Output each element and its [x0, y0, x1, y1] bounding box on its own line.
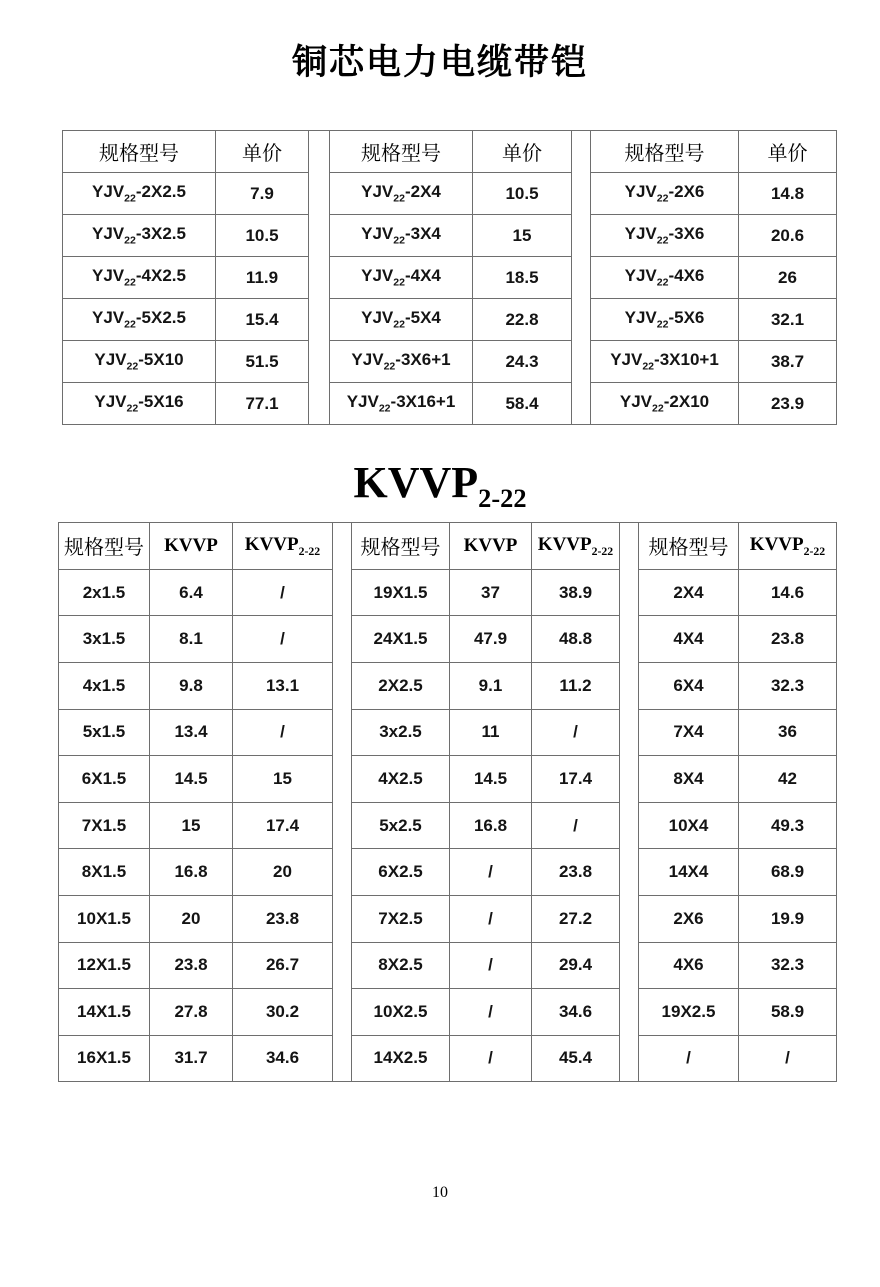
- price-cell: 23.8: [150, 942, 233, 989]
- column-header: 规格型号: [59, 523, 150, 570]
- spec-cell: $YJV_{22}-3X2.5$: [63, 215, 216, 257]
- price-cell: 15: [473, 215, 572, 257]
- price-cell: 77.1: [216, 383, 309, 425]
- table-row: [330, 257, 572, 299]
- price-cell: 27.8: [150, 989, 233, 1036]
- price-cell: 13.1: [233, 662, 333, 709]
- table-row: [591, 215, 837, 257]
- spec-cell: 7X1.5: [59, 802, 150, 849]
- spec-cell: 7X4: [639, 709, 739, 756]
- price-cell: 16.8: [150, 849, 233, 896]
- spec-cell: $YJV_{22}-4X2.5$: [63, 257, 216, 299]
- price-cell: 13.4: [150, 709, 233, 756]
- table-row: [330, 215, 572, 257]
- price-cell: 9.1: [450, 662, 532, 709]
- spec-cell: $YJV_{22}-5X16$: [63, 383, 216, 425]
- table-row: [59, 709, 333, 756]
- table-row: [639, 895, 837, 942]
- price-cell: 10.5: [473, 173, 572, 215]
- spec-cell: $YJV_{22}-3X6+1$: [330, 341, 473, 383]
- price-cell: 20.6: [739, 215, 837, 257]
- table-row: [59, 616, 333, 663]
- spec-cell: 4X4: [639, 616, 739, 663]
- price-cell: 24.3: [473, 341, 572, 383]
- spec-cell: $YJV_{22}-3X6$: [591, 215, 739, 257]
- table-row: [639, 942, 837, 989]
- spec-cell: 5x1.5: [59, 709, 150, 756]
- price-cell: 17.4: [233, 802, 333, 849]
- price-cell: /: [450, 895, 532, 942]
- table-header-row: [352, 523, 620, 570]
- price-cell: 11.2: [532, 662, 620, 709]
- price-cell: 14.5: [450, 756, 532, 803]
- price-cell: /: [450, 849, 532, 896]
- kvvp-section-title: $KVVP_{2-22}$: [353, 458, 527, 513]
- table-row: [330, 173, 572, 215]
- price-cell: 10.5: [216, 215, 309, 257]
- table-row: [352, 849, 620, 896]
- table-gap-column: [309, 130, 329, 425]
- table-row: [352, 569, 620, 616]
- spec-cell: $YJV_{22}-4X4$: [330, 257, 473, 299]
- table-row: [639, 989, 837, 1036]
- table-gap-column: [620, 522, 638, 1082]
- price-cell: 11.9: [216, 257, 309, 299]
- price-cell: 48.8: [532, 616, 620, 663]
- price-cell: 7.9: [216, 173, 309, 215]
- table-row: [639, 1035, 837, 1082]
- spec-cell: 3x2.5: [352, 709, 450, 756]
- price-cell: 19.9: [739, 895, 837, 942]
- table-row: [63, 383, 309, 425]
- price-cell: 58.4: [473, 383, 572, 425]
- price-cell: 23.8: [739, 616, 837, 663]
- price-cell: 47.9: [450, 616, 532, 663]
- table-row: [352, 942, 620, 989]
- spec-cell: 12X1.5: [59, 942, 150, 989]
- table-row: [639, 756, 837, 803]
- price-cell: 15: [233, 756, 333, 803]
- column-header: KVVP: [450, 523, 532, 570]
- column-header: 规格型号: [639, 523, 739, 570]
- spec-cell: 14X2.5: [352, 1035, 450, 1082]
- spec-cell: 6X1.5: [59, 756, 150, 803]
- table-row: [59, 1035, 333, 1082]
- price-table: [329, 130, 572, 425]
- table-row: [352, 756, 620, 803]
- spec-cell: 2X2.5: [352, 662, 450, 709]
- table-row: [352, 989, 620, 1036]
- price-table: [351, 522, 620, 1082]
- table-row: [591, 257, 837, 299]
- table-row: [330, 341, 572, 383]
- spec-cell: $YJV_{22}-2X4$: [330, 173, 473, 215]
- spec-cell: $YJV_{22}-3X16+1$: [330, 383, 473, 425]
- table-row: [63, 341, 309, 383]
- column-header: 单价: [216, 131, 309, 173]
- column-header: $KVVP_{2-22}$: [532, 523, 620, 570]
- column-header: 单价: [739, 131, 837, 173]
- spec-cell: 14X4: [639, 849, 739, 896]
- table-row: [639, 616, 837, 663]
- price-cell: 15.4: [216, 299, 309, 341]
- price-cell: 58.9: [739, 989, 837, 1036]
- spec-cell: 5x2.5: [352, 802, 450, 849]
- table-row: [59, 569, 333, 616]
- price-cell: 37: [450, 569, 532, 616]
- armored-cable-price-tables: [62, 130, 838, 425]
- price-cell: 32.3: [739, 942, 837, 989]
- table-row: [639, 849, 837, 896]
- spec-cell: 3x1.5: [59, 616, 150, 663]
- table-row: [352, 895, 620, 942]
- price-cell: 9.8: [150, 662, 233, 709]
- column-header: 规格型号: [63, 131, 216, 173]
- spec-cell: $YJV_{22}-5X4$: [330, 299, 473, 341]
- spec-cell: 2X4: [639, 569, 739, 616]
- price-cell: 68.9: [739, 849, 837, 896]
- price-cell: /: [450, 989, 532, 1036]
- price-cell: 6.4: [150, 569, 233, 616]
- spec-cell: 10X4: [639, 802, 739, 849]
- table-row: [639, 569, 837, 616]
- table-row: [639, 802, 837, 849]
- price-cell: 14.8: [739, 173, 837, 215]
- table-row: [59, 942, 333, 989]
- spec-cell: $YJV_{22}-5X2.5$: [63, 299, 216, 341]
- column-header: 规格型号: [591, 131, 739, 173]
- price-cell: 22.8: [473, 299, 572, 341]
- price-cell: 20: [150, 895, 233, 942]
- spec-cell: 19X1.5: [352, 569, 450, 616]
- spec-cell: 2X6: [639, 895, 739, 942]
- price-cell: 23.8: [532, 849, 620, 896]
- price-cell: 27.2: [532, 895, 620, 942]
- price-cell: 18.5: [473, 257, 572, 299]
- price-cell: /: [233, 569, 333, 616]
- table-row: [63, 299, 309, 341]
- kvvp-price-tables: [58, 522, 838, 1082]
- column-header: $KVVP_{2-22}$: [233, 523, 333, 570]
- table-row: [59, 662, 333, 709]
- spec-cell: 24X1.5: [352, 616, 450, 663]
- table-row: [63, 257, 309, 299]
- price-cell: /: [450, 1035, 532, 1082]
- spec-cell: $YJV_{22}-2X10$: [591, 383, 739, 425]
- table-row: [639, 662, 837, 709]
- price-cell: /: [532, 802, 620, 849]
- price-cell: /: [233, 616, 333, 663]
- spec-cell: 19X2.5: [639, 989, 739, 1036]
- column-header: KVVP: [150, 523, 233, 570]
- column-header: 规格型号: [330, 131, 473, 173]
- table-row: [59, 756, 333, 803]
- price-cell: 45.4: [532, 1035, 620, 1082]
- table-row: [330, 383, 572, 425]
- column-header: 单价: [473, 131, 572, 173]
- price-cell: 26.7: [233, 942, 333, 989]
- price-cell: 36: [739, 709, 837, 756]
- spec-cell: 4X6: [639, 942, 739, 989]
- spec-cell: 8X4: [639, 756, 739, 803]
- table-gap-column: [572, 130, 590, 425]
- table-header-row: [591, 131, 837, 173]
- table-row: [591, 341, 837, 383]
- price-cell: 11: [450, 709, 532, 756]
- price-cell: 26: [739, 257, 837, 299]
- table-row: [352, 662, 620, 709]
- spec-cell: $YJV_{22}-3X4$: [330, 215, 473, 257]
- spec-cell: 7X2.5: [352, 895, 450, 942]
- price-cell: 15: [150, 802, 233, 849]
- price-cell: 17.4: [532, 756, 620, 803]
- price-cell: /: [450, 942, 532, 989]
- table-row: [59, 989, 333, 1036]
- price-cell: 42: [739, 756, 837, 803]
- price-cell: 29.4: [532, 942, 620, 989]
- price-cell: 34.6: [532, 989, 620, 1036]
- spec-cell: $YJV_{22}-4X6$: [591, 257, 739, 299]
- price-cell: 16.8: [450, 802, 532, 849]
- table-gap-column: [333, 522, 351, 1082]
- price-cell: 51.5: [216, 341, 309, 383]
- price-table: [638, 522, 837, 1082]
- table-row: [352, 1035, 620, 1082]
- table-row: [591, 299, 837, 341]
- price-cell: 32.1: [739, 299, 837, 341]
- spec-cell: 6X2.5: [352, 849, 450, 896]
- price-cell: 32.3: [739, 662, 837, 709]
- spec-cell: $YJV_{22}-2X2.5$: [63, 173, 216, 215]
- spec-cell: $YJV_{22}-3X10+1$: [591, 341, 739, 383]
- table-row: [59, 895, 333, 942]
- page-number: 10: [432, 1184, 448, 1201]
- spec-cell: 10X2.5: [352, 989, 450, 1036]
- table-row: [352, 709, 620, 756]
- spec-cell: 14X1.5: [59, 989, 150, 1036]
- price-cell: 38.9: [532, 569, 620, 616]
- price-table: [58, 522, 333, 1082]
- spec-cell: 16X1.5: [59, 1035, 150, 1082]
- table-row: [63, 173, 309, 215]
- spec-cell: 6X4: [639, 662, 739, 709]
- price-cell: 23.9: [739, 383, 837, 425]
- spec-cell: /: [639, 1035, 739, 1082]
- price-cell: 49.3: [739, 802, 837, 849]
- price-cell: 31.7: [150, 1035, 233, 1082]
- price-cell: 34.6: [233, 1035, 333, 1082]
- table-header-row: [63, 131, 309, 173]
- table-row: [63, 215, 309, 257]
- table-header-row: [59, 523, 333, 570]
- price-cell: /: [532, 709, 620, 756]
- table-row: [591, 173, 837, 215]
- table-row: [330, 299, 572, 341]
- table-row: [639, 709, 837, 756]
- price-cell: 14.5: [150, 756, 233, 803]
- table-header-row: [639, 523, 837, 570]
- column-header: 规格型号: [352, 523, 450, 570]
- table-row: [352, 616, 620, 663]
- spec-cell: 10X1.5: [59, 895, 150, 942]
- table-header-row: [330, 131, 572, 173]
- document-title: 铜芯电力电缆带铠: [291, 43, 588, 82]
- column-header: $KVVP_{2-22}$: [739, 523, 837, 570]
- price-cell: 14.6: [739, 569, 837, 616]
- price-cell: 38.7: [739, 341, 837, 383]
- spec-cell: 8X2.5: [352, 942, 450, 989]
- price-table: [62, 130, 309, 425]
- spec-cell: 4x1.5: [59, 662, 150, 709]
- price-cell: 8.1: [150, 616, 233, 663]
- price-cell: /: [233, 709, 333, 756]
- price-cell: 23.8: [233, 895, 333, 942]
- spec-cell: $YJV_{22}-2X6$: [591, 173, 739, 215]
- price-cell: /: [739, 1035, 837, 1082]
- price-table: [590, 130, 837, 425]
- price-cell: 30.2: [233, 989, 333, 1036]
- spec-cell: 4X2.5: [352, 756, 450, 803]
- spec-cell: 8X1.5: [59, 849, 150, 896]
- table-row: [591, 383, 837, 425]
- table-row: [59, 849, 333, 896]
- spec-cell: $YJV_{22}-5X6$: [591, 299, 739, 341]
- spec-cell: 2x1.5: [59, 569, 150, 616]
- price-cell: 20: [233, 849, 333, 896]
- table-row: [59, 802, 333, 849]
- spec-cell: $YJV_{22}-5X10$: [63, 341, 216, 383]
- table-row: [352, 802, 620, 849]
